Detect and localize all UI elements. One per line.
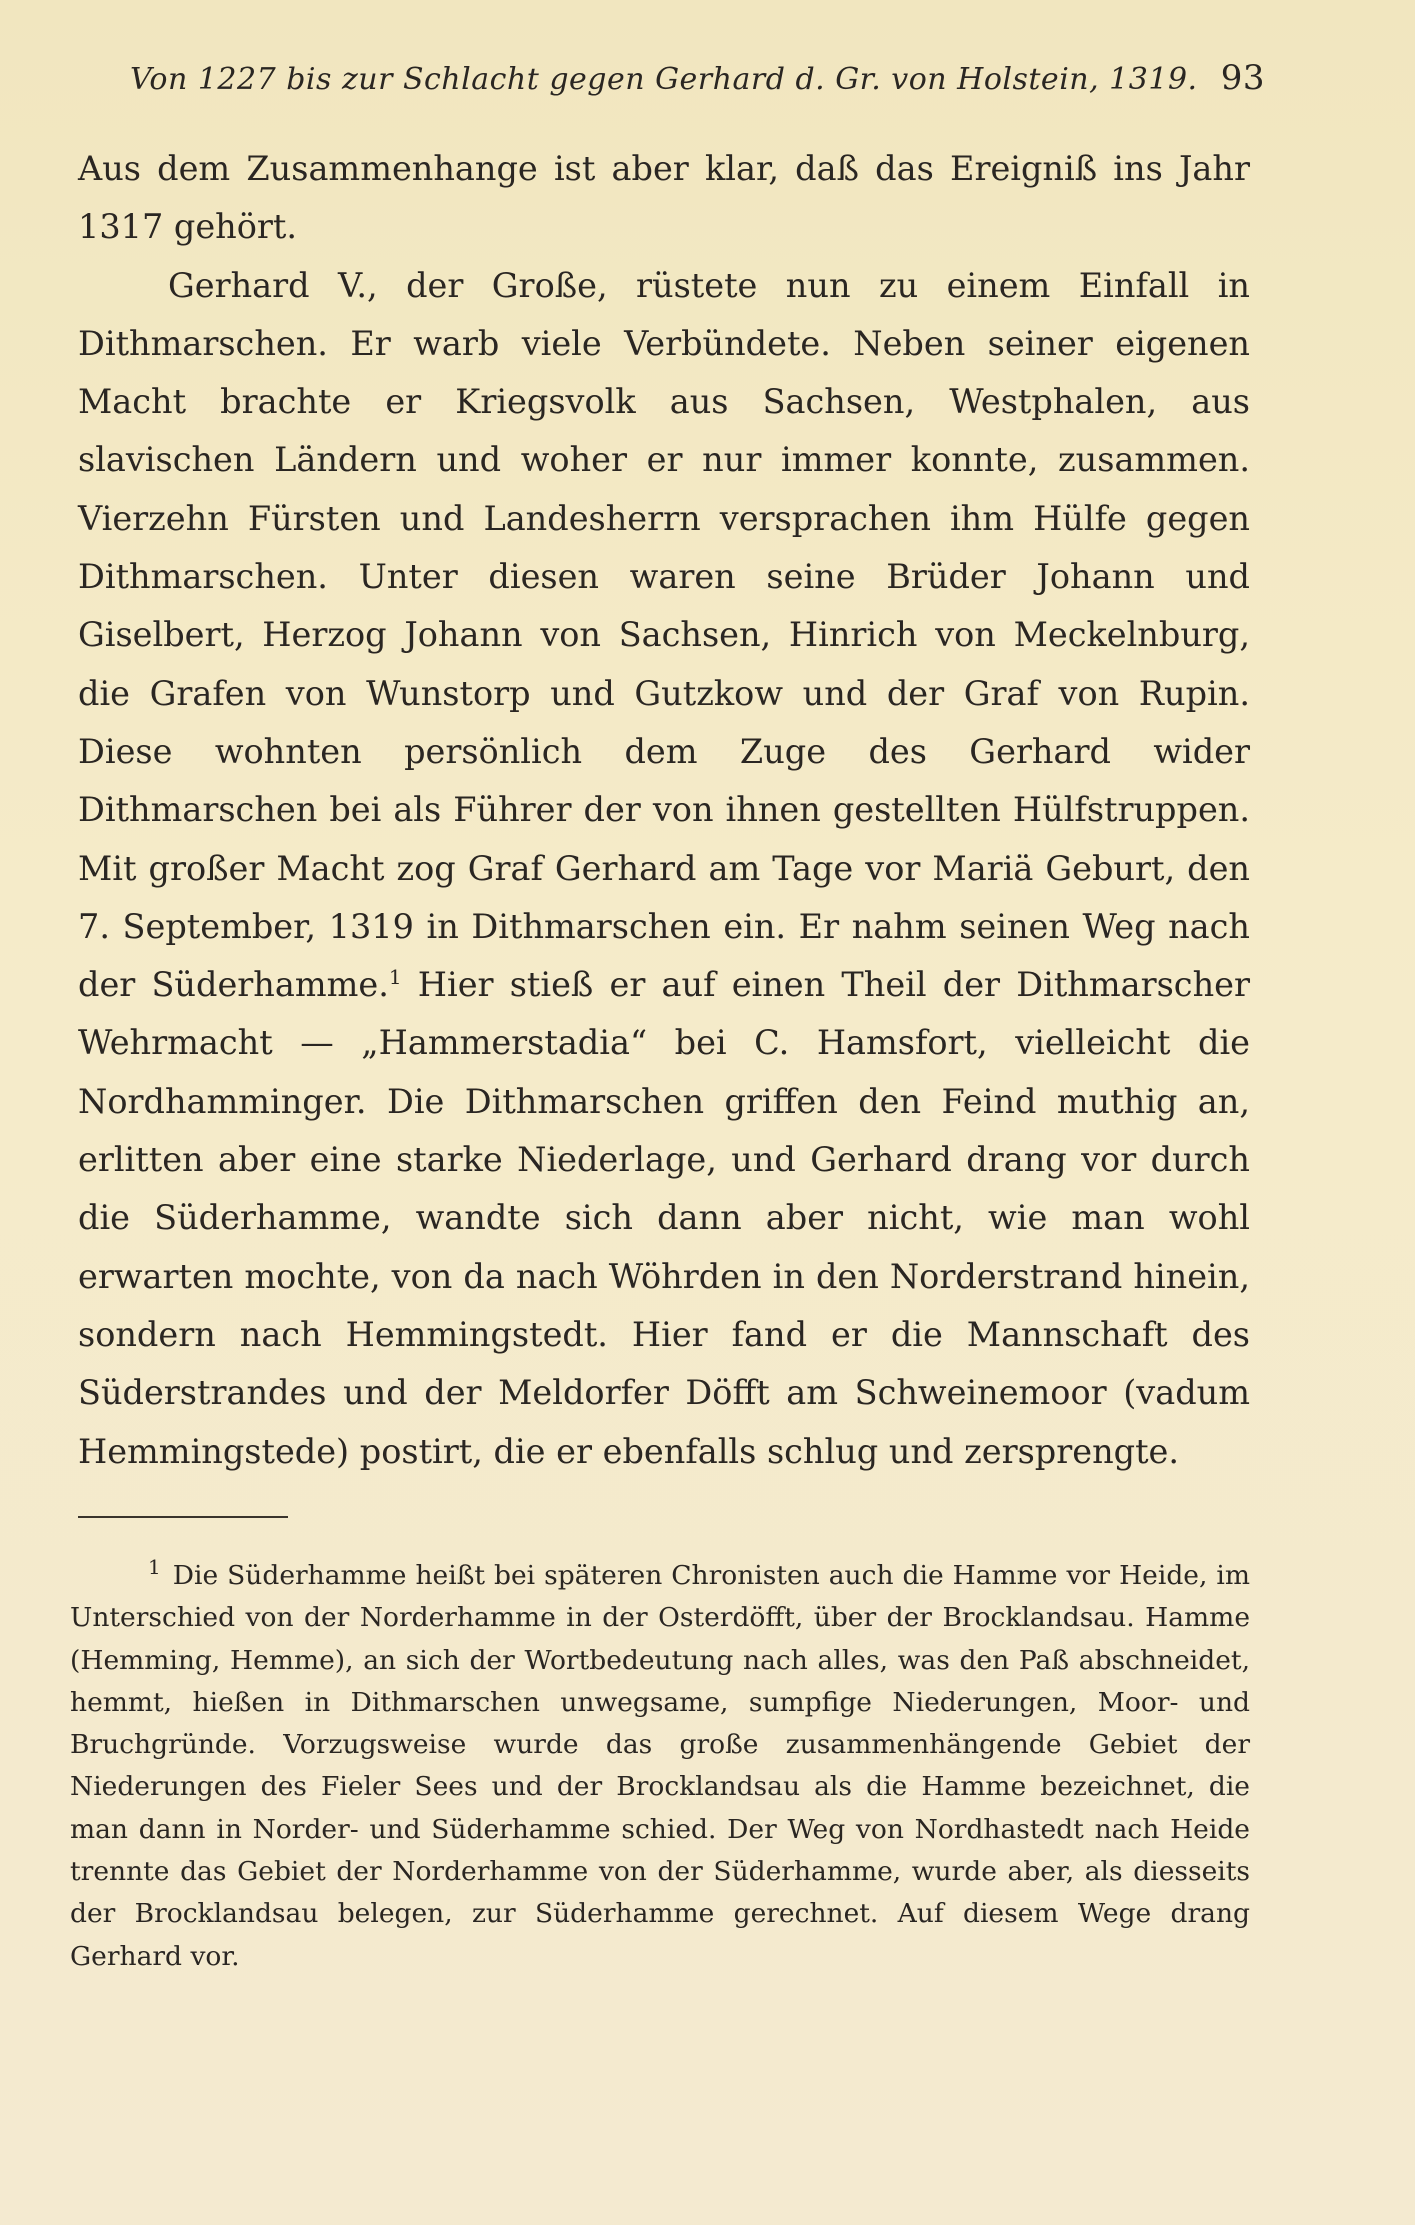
paragraph-text: Gerhard V., der Große, rüstete nun zu einem Einfall in Dithmarschen. Er warb viele Verbündete. Neben seiner eigenen Macht brachte er Kriegsvolk aus Sachsen, Westphalen, aus slavischen Ländern und woher er nur immer konnte, zusammen. Vierzehn Fürsten und Landesherrn versprachen ihm Hülfe gegen Dithmarschen. Unter diesen waren seine Brüder Johann und Giselbert, Herzog Johann von Sachsen, Hinrich von Meckelnburg, die Grafen von Wunstorp und Gutzkow und der Graf von Rupin. Diese wohnten persönlich dem Zuge des Gerhard wider Dithmarschen bei als Führer der von ihnen gestellten Hülfstruppen. Mit großer Macht zog Graf Gerhard am Tage vor Mariä Geburt, den 7. September, 1319 in Dithmarschen ein. Er nahm seinen Weg nach der Süderhamme. (78, 265, 1250, 1005)
footnote-reference: 1 (388, 965, 402, 989)
running-head-title: Von 1227 bis zur Schlacht gegen Gerhard d. Gr. von Holstein, 1319. (130, 62, 1198, 97)
paragraph-text: Hier stieß er auf einen Theil der Dithmarscher Wehrmacht — „Hammerstadia“ bei C. Hamsfort, vielleicht die Nordhamminger. Die Dithmarschen griffen den Feind muthig an, erlitten aber eine starke Niederlage, und Gerhard drang vor durch die Süderhamme, wandte sich dann aber nicht, wie man wohl erwarten mochte, von da nach Wöhrden in den Norderstrand hinein, sondern nach Hemmingstedt. Hier fand er die Mannschaft des Süderstrandes und der Meldorfer Döfft am Schweinemoor (vadum Hemmingstede) postirt, die er ebenfalls schlug und zersprengte. (78, 965, 1250, 1471)
page-number: 93 (1220, 58, 1265, 98)
footnote-divider (78, 1516, 288, 1518)
running-head (130, 58, 1265, 110)
paragraph (78, 257, 1250, 1481)
footnote (70, 1555, 1250, 1978)
footnote-marker: 1 (148, 1555, 161, 1580)
paragraph: Aus dem Zusammenhange ist aber klar, daß das Ereigniß ins Jahr 1317 gehört. (78, 149, 1250, 247)
main-text (78, 140, 1250, 1481)
footnote-text: Die Süderhamme heißt bei späteren Chronisten auch die Hamme vor Heide, im Unterschied von der Norderhamme in der Osterdöfft, über der Brocklandsau. Hamme (Hemming, Hemme), an sich der Wortbedeutung nach alles, was den Paß abschneidet, hemmt, hießen in Dithmarschen unwegsame, sumpfige Niederungen, Moor- und Bruchgründe. Vorzugsweise wurde das große zusammenhängende Gebiet der Niederungen des Fieler Sees und der Brocklandsau als die Hamme bezeichnet, die man dann in Norder- und Süderhamme schied. Der Weg von Nordhastedt nach Heide trennte das Gebiet der Norderhamme von der Süderhamme, wurde aber, als diesseits der Brocklandsau belegen, zur Süderhamme gerechnet. Auf diesem Wege drang Gerhard vor. (70, 1560, 1250, 1972)
